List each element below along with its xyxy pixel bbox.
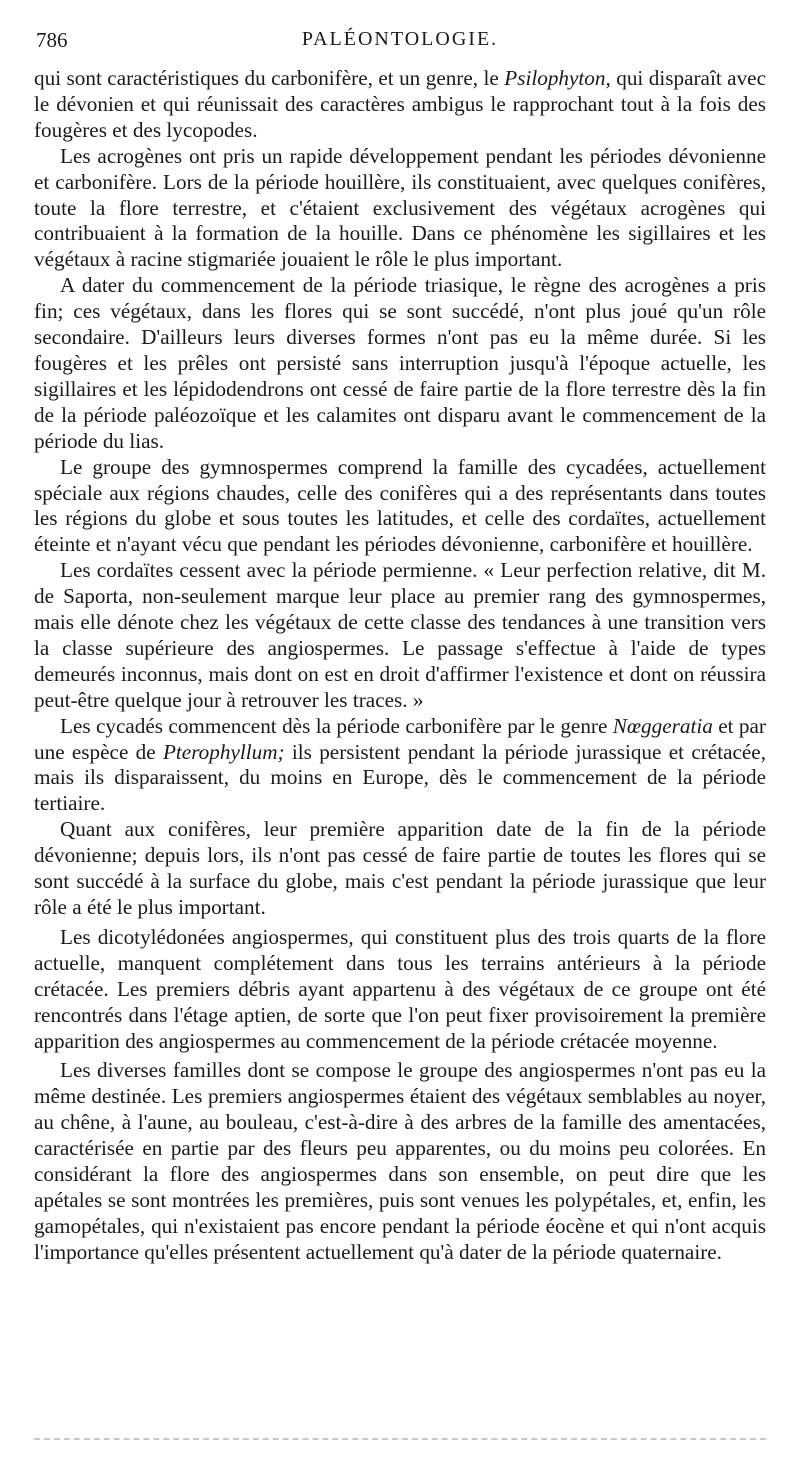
- body-text: [34, 66, 766, 1266]
- footer-rule: [34, 1438, 766, 1440]
- paragraph-1: qui sont caractéristiques du carbonifère, et un genre, le Psilophyton, qui disparaît avec le dévonien et qui réunissait des caractères ambigus le rapprochant tout à la fois des fougères et des lycopodes.: [34, 66, 766, 142]
- paragraph-5: Les cordaïtes cessent avec la période permienne. « Leur perfection relative, dit M. de Saporta, non-seulement marque leur place au premier rang des gymnospermes, mais elle dénote chez les végétaux de cette classe des tendances à une transition vers la classe supérieure des angiospermes. Le passage s'effectue à l'aide de types demeurés inconnus, mais dont on est en droit d'affirmer l'existence et dont on réussira peut-être quelque jour à retrouver les traces. »: [34, 558, 766, 712]
- paragraph-7: Quant aux conifères, leur première apparition date de la fin de la période dévonienne; depuis lors, ils n'ont pas cessé de faire partie de toutes les flores qui se sont succédé à la surface du globe, mais c'est pendant la période jurassique que leur rôle a été le plus important.: [34, 817, 766, 919]
- page-number: 786: [36, 28, 68, 52]
- genus-noeggeratia: Nœggeratia: [612, 713, 713, 738]
- genus-psilophyton: Psilophyton,: [504, 66, 611, 90]
- paragraph-3: A dater du commencement de la période triasique, le règne des acrogènes a pris fin; ces végétaux, dans les flores qui se sont succédé, n'ont plus joué qu'un rôle secondaire. D'ailleurs leurs diverses formes n'ont pas eu la même durée. Si les fougères et les prêles ont persisté sans interruption jusqu'à l'époque actuelle, les sigillaires et les lépidodendrons ont cessé de faire partie de la flore terrestre dès la fin de la période paléozoïque et les calamites ont disparu avant le commencement de la période du lias.: [34, 273, 766, 453]
- running-title: PALÉONTOLOGIE.: [301, 28, 499, 50]
- paragraph-4: Le groupe des gymnospermes comprend la famille des cycadées, actuellement spéciale aux régions chaudes, celle des conifères qui a des représentants dans toutes les régions du globe et sous toutes les latitudes, et celle des cordaïtes, actuellement éteinte et n'ayant vécu que pendant les périodes dévonienne, carbonifère et houillère.: [34, 454, 766, 557]
- paragraph-9: Les diverses familles dont se compose le groupe des angiospermes n'ont pas eu la même destinée. Les premiers angiospermes étaient des végétaux semblables au noyer, au chêne, à l'aune, au bouleau, c'est-à-dire à des arbres de la famille des amentacées, caractérisée en partie par des fleurs peu apparentes, ou du moins peu colorées. En considérant la flore des angiospermes dans son ensemble, on peut dire que les apétales se sont montrées les premières, puis sont venues les polypétales, et, enfin, les gamopétales, qui n'existaient pas encore pendant la période éocène et qui n'ont acquis l'importance qu'elles présentent actuellement qu'à dater de la période quaternaire.: [34, 1058, 766, 1264]
- genus-pterophyllum: Pterophyllum;: [162, 739, 285, 764]
- paragraph-8: Les dicotylédonées angiospermes, qui constituent plus des trois quarts de la flore actuelle, manquent complétement dans tous les terrains antérieurs à la période crétacée. Les premiers débris ayant appartenu à des végétaux de ce groupe ont été rencontrés dans l'étage aptien, de sorte que l'on peut fixer provisoirement la première apparition des angiospermes au commencement de la période crétacée moyenne.: [34, 924, 766, 1053]
- paragraph-6: Les cycadés commencent dès la période carbonifère par le genre Nœggeratia et par une espèce de Pterophyllum; ils persistent pendant la période jurassique et crétacée, mais ils disparaissent, du moins en Europe, dès le commencement de la période tertiaire.: [34, 713, 766, 816]
- paragraph-2: Les acrogènes ont pris un rapide développement pendant les périodes dévonienne et carbonifère. Lors de la période houillère, ils constituaient, avec quelques conifères, toute la flore terrestre, et c'étaient exclusivement des végétaux acrogènes qui contribuaient à la formation de la houille. Dans ce phénomène les sigillaires et les végétaux à racine stigmariée jouaient le rôle le plus important.: [34, 143, 766, 272]
- page: [34, 28, 766, 1266]
- page-header: [34, 28, 766, 56]
